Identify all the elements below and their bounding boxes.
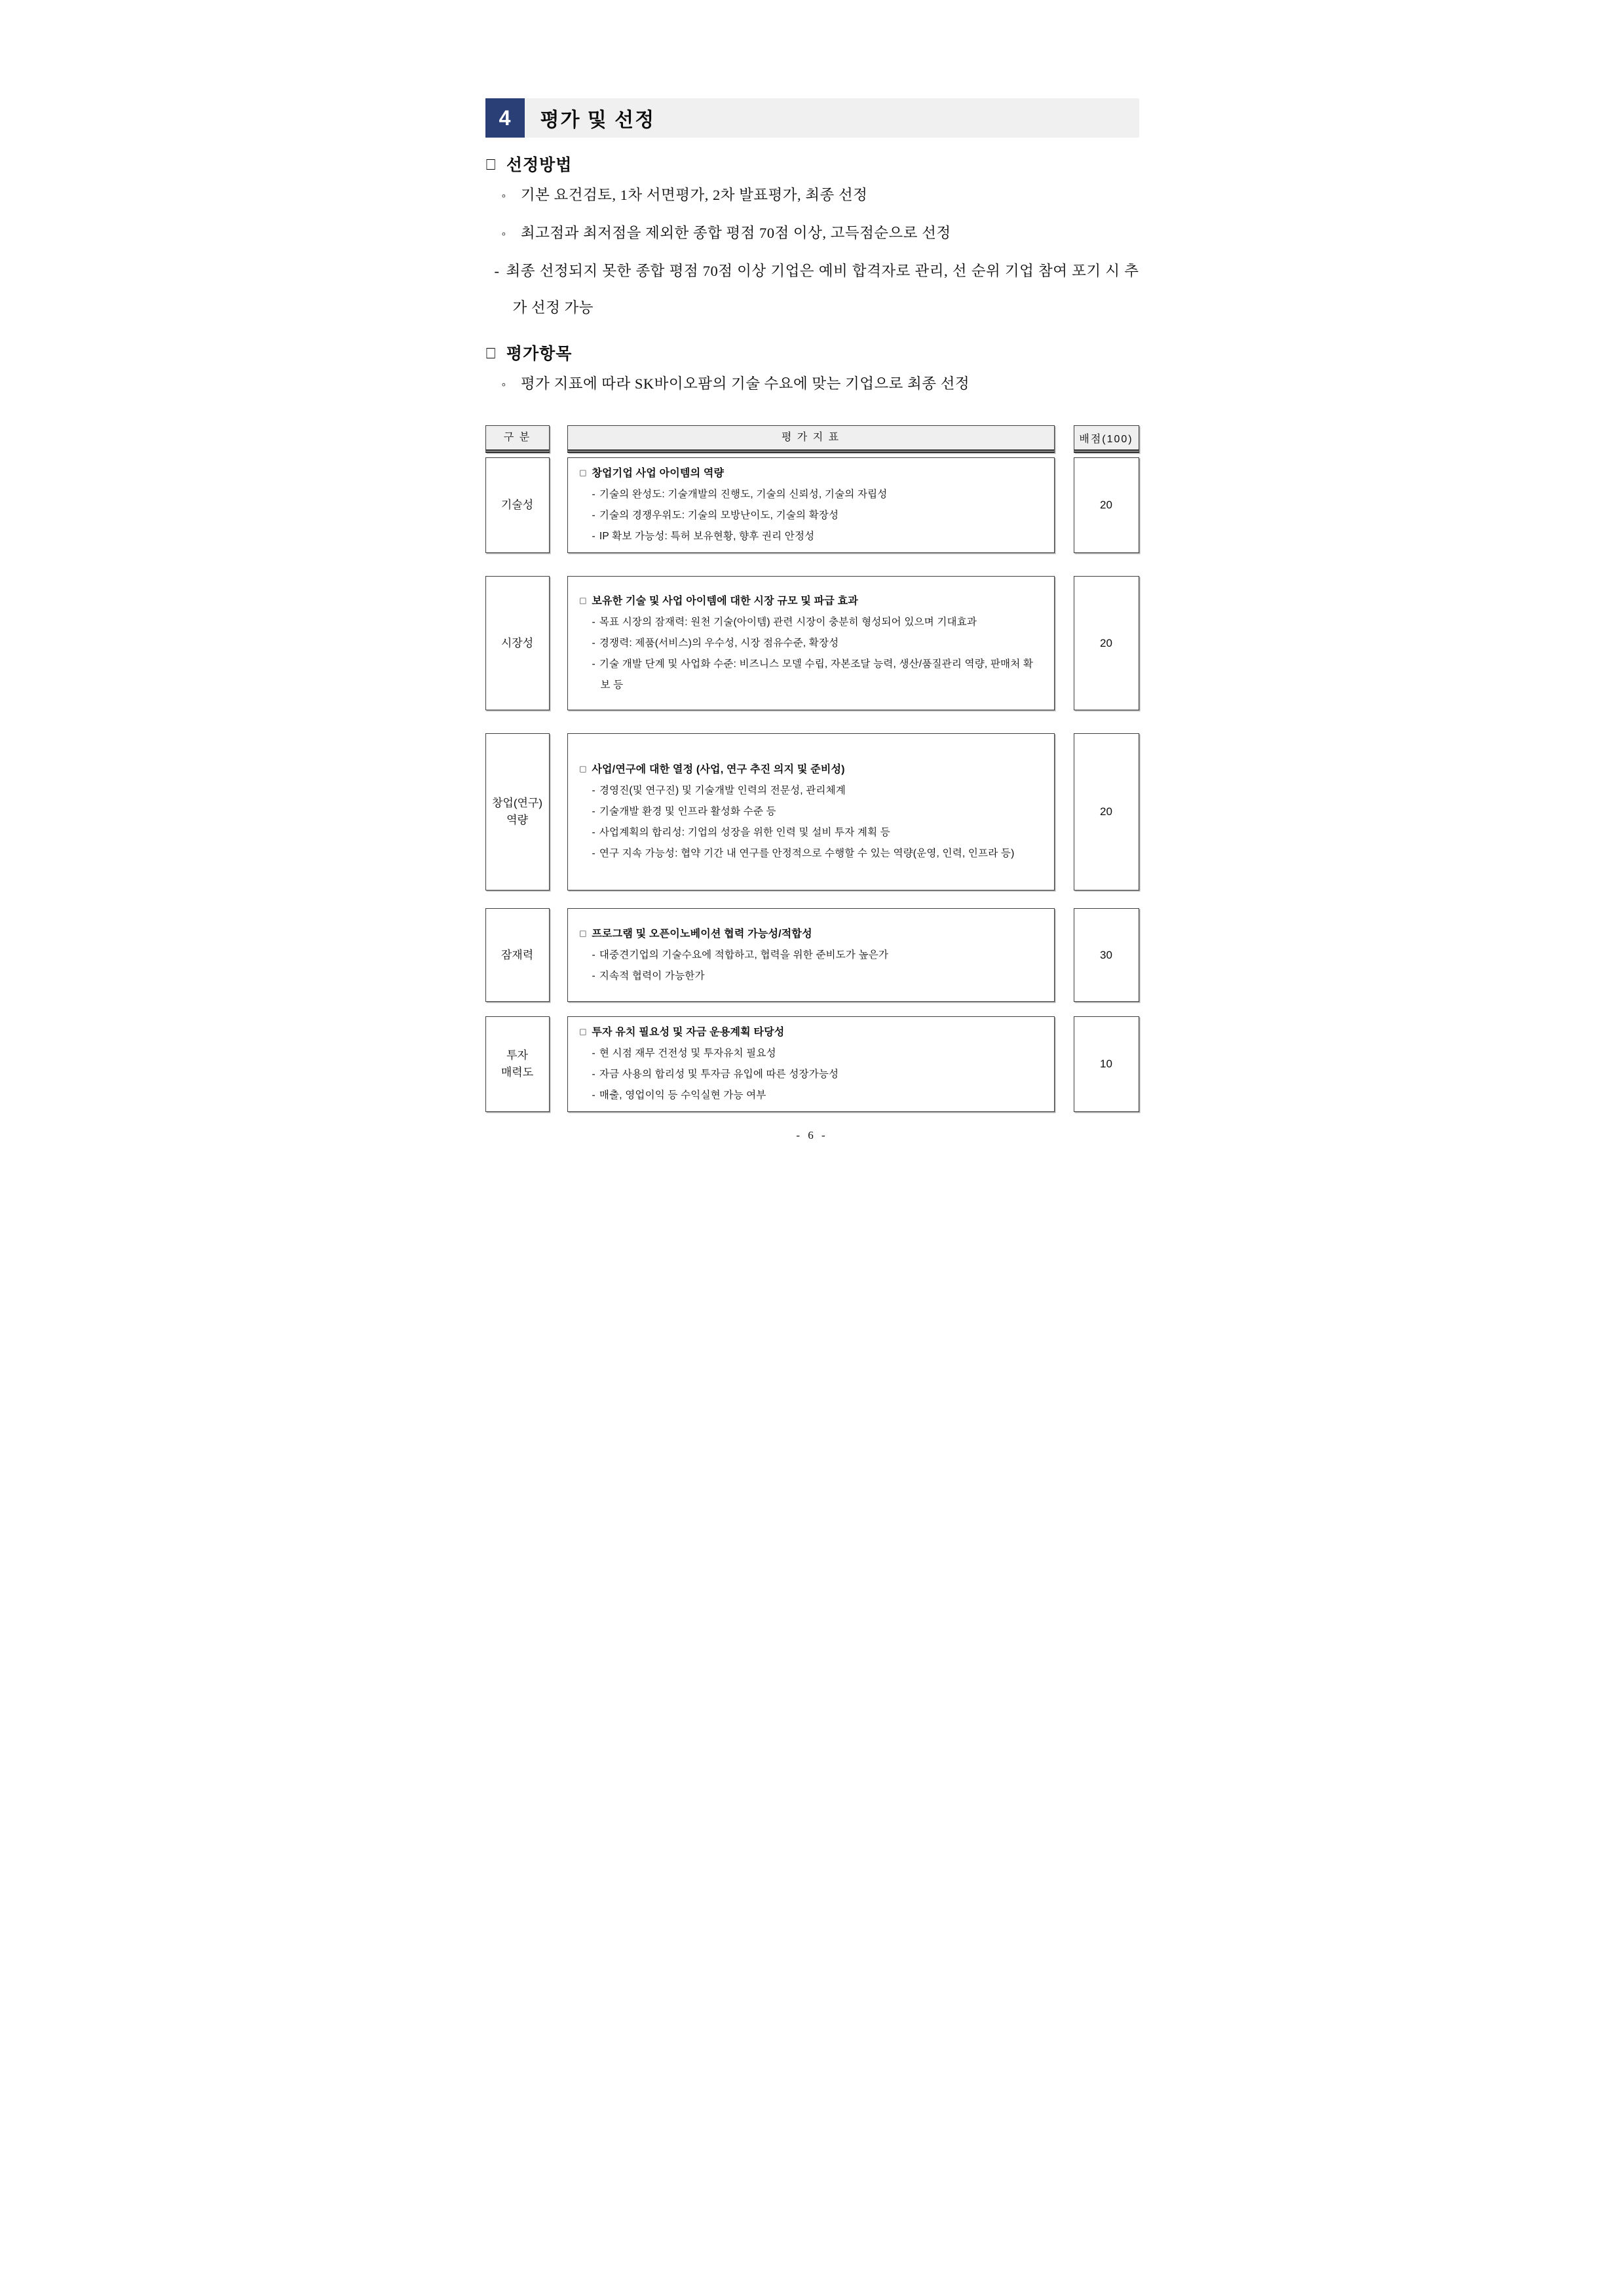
table-row	[485, 908, 1139, 1002]
indicator-cell	[567, 908, 1055, 1002]
dash-bullet-icon: -	[592, 949, 595, 961]
dash-bullet-icon: -	[592, 848, 595, 859]
indicator-title: □ 보유한 기술 및 사업 아이템에 대한 시장 규모 및 파급 효과	[580, 591, 1042, 612]
section-title: 평가 및 선정	[540, 109, 656, 131]
dash-bullet-icon: -	[592, 785, 595, 796]
indicator-title: □ 프로그램 및 오픈이노베이션 협력 가능성/적합성	[580, 924, 1042, 945]
indicator-cell	[567, 733, 1055, 890]
column-header-score: 배점(100)	[1074, 425, 1139, 453]
section-title-bar	[525, 98, 1139, 138]
square-bullet-icon: □	[579, 468, 586, 479]
dash-bullet-icon: -	[592, 531, 595, 542]
category-cell: 잠재력	[485, 908, 550, 1002]
dash-bullet-icon: -	[592, 827, 595, 838]
indicator-detail: - 목표 시장의 잠재력: 원천 기술(아이템) 관련 시장이 충분히 형성되어 있으며 기대효과	[592, 616, 977, 628]
indicator-detail: - 경영진(및 연구진) 및 기술개발 인력의 전문성, 관리체계	[592, 785, 846, 796]
indicator-cell	[567, 576, 1055, 710]
table-row	[485, 457, 1139, 553]
dash-bullet-icon: -	[494, 263, 500, 279]
indicator-cell	[567, 457, 1055, 553]
indicator-detail: - 현 시점 재무 건전성 및 투자유치 필요성	[592, 1048, 776, 1059]
table-row	[485, 733, 1139, 890]
indicator-detail: - IP 확보 가능성: 특허 보유현황, 향후 권리 안정성	[592, 531, 815, 542]
indicator-title: □ 투자 유치 필요성 및 자금 운용계획 타당성	[580, 1022, 1042, 1043]
dash-bullet-icon: -	[592, 1090, 595, 1101]
indicator-title: □ 사업/연구에 대한 열정 (사업, 연구 추진 의지 및 준비성)	[580, 759, 1042, 780]
bullet-item	[485, 177, 1139, 215]
indicator-detail: - 대중견기업의 기술수요에 적합하고, 협력을 위한 준비도가 높은가	[592, 949, 889, 961]
indicator-detail: - 기술의 경쟁우위도: 기술의 모방난이도, 기술의 확장성	[592, 510, 839, 521]
indicator-detail: - 경쟁력: 제품(서비스)의 우수성, 시장 점유수준, 확장성	[592, 637, 839, 649]
heading-evaluation-items-label: 평가항목	[506, 345, 573, 363]
table-row	[485, 1016, 1139, 1112]
bullet-text: 기본 요건검토, 1차 서면평가, 2차 발표평가, 최종 선정	[520, 187, 868, 203]
evaluation-criteria-table	[485, 425, 1139, 1112]
section-header	[485, 98, 1139, 138]
bullet-text: 최고점과 최저점을 제외한 종합 평점 70점 이상, 고득점순으로 선정	[520, 225, 951, 241]
category-cell: 기술성	[485, 457, 550, 553]
category-cell: 창업(연구) 역량	[485, 733, 550, 890]
score-cell: 20	[1074, 457, 1139, 553]
score-cell: 20	[1074, 733, 1139, 890]
dash-bullet-icon: -	[592, 806, 595, 817]
document-page	[406, 0, 1218, 1148]
indicator-detail: - 기술 개발 단계 및 사업화 수준: 비즈니스 모델 수립, 자본조달 능력, 생산/품질관리 역량, 판매처 확보 등	[592, 658, 1034, 691]
heading-selection-method	[485, 151, 1139, 177]
dash-bullet-icon: -	[592, 489, 595, 500]
indicator-detail: - 기술의 완성도: 기술개발의 진행도, 기술의 신뢰성, 기술의 자립성	[592, 489, 888, 500]
square-bullet-icon: □	[579, 1027, 586, 1038]
square-bullet-icon: □	[579, 928, 586, 939]
bullet-text: 평가 지표에 따라 SK바이오팜의 기술 수요에 맞는 기업으로 최종 선정	[520, 375, 970, 392]
section-number-badge: 4	[485, 98, 525, 138]
dash-bullet-icon: -	[592, 510, 595, 521]
bullet-item	[485, 366, 1139, 404]
table-row	[485, 576, 1139, 710]
square-bullet-icon: □	[579, 596, 586, 606]
sub-bullet-item	[485, 253, 1139, 326]
column-header-indicator: 평 가 지 표	[567, 425, 1055, 453]
dash-bullet-icon: -	[592, 658, 595, 670]
circle-bullet-icon: ◦	[501, 227, 506, 241]
heading-evaluation-items	[485, 339, 1139, 366]
indicator-detail: - 사업계획의 합리성: 기업의 성장을 위한 인력 및 설비 투자 계획 등	[592, 827, 890, 838]
column-header-category: 구 분	[485, 425, 550, 453]
score-cell: 30	[1074, 908, 1139, 1002]
heading-selection-method-label: 선정방법	[506, 156, 573, 174]
dash-bullet-icon: -	[592, 970, 595, 982]
indicator-detail: - 매출, 영업이익 등 수익실현 가능 여부	[592, 1090, 766, 1101]
circle-bullet-icon: ◦	[501, 378, 506, 392]
square-bullet-icon: □	[579, 764, 586, 775]
bullet-item	[485, 215, 1139, 253]
page-number: - 6 -	[796, 1129, 828, 1141]
score-cell: 20	[1074, 576, 1139, 710]
dash-bullet-icon: -	[592, 616, 595, 628]
circle-bullet-icon: ◦	[501, 189, 506, 203]
category-cell: 시장성	[485, 576, 550, 710]
indicator-detail: - 연구 지속 가능성: 협약 기간 내 연구를 안정적으로 수행할 수 있는 역량(운영, 인력, 인프라 등)	[592, 848, 1015, 859]
indicator-title: □ 창업기업 사업 아이템의 역량	[580, 463, 1042, 484]
square-bullet-icon: □	[486, 153, 496, 174]
category-cell: 투자 매력도	[485, 1016, 550, 1112]
indicator-cell	[567, 1016, 1055, 1112]
indicator-detail: - 지속적 협력이 가능한가	[592, 970, 705, 982]
indicator-detail: - 기술개발 환경 및 인프라 활성화 수준 등	[592, 806, 776, 817]
score-cell: 10	[1074, 1016, 1139, 1112]
dash-bullet-icon: -	[592, 637, 595, 649]
dash-bullet-icon: -	[592, 1069, 595, 1080]
indicator-detail: - 자금 사용의 합리성 및 투자금 유입에 따른 성장가능성	[592, 1069, 839, 1080]
square-bullet-icon: □	[486, 342, 496, 362]
sub-bullet-text: 최종 선정되지 못한 종합 평점 70점 이상 기업은 예비 합격자로 관리, 선 순위 기업 참여 포기 시 추가 선정 가능	[506, 263, 1139, 316]
dash-bullet-icon: -	[592, 1048, 595, 1059]
table-header-row	[485, 425, 1139, 453]
